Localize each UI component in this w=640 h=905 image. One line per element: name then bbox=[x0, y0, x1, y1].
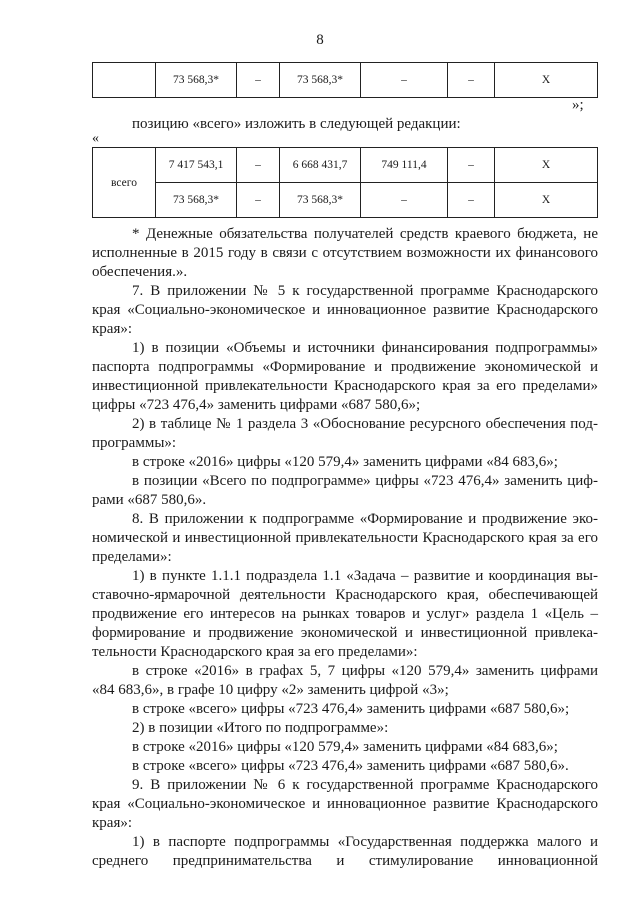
table-cell: – bbox=[361, 183, 448, 218]
footnote-line: исполненные в 2015 году в связи с отсутствием возможности их финансового bbox=[92, 245, 598, 261]
table-cell: 7 417 543,1 bbox=[156, 148, 237, 183]
table-cell bbox=[93, 63, 156, 98]
table-top bbox=[92, 62, 598, 98]
table-cell: – bbox=[237, 148, 280, 183]
table-cell: 73 568,3* bbox=[156, 63, 237, 98]
table-cell: – bbox=[448, 63, 495, 98]
text-line: в строке «2016» в графах 5, 7 цифры «120 579,4» заменить цифрами bbox=[132, 663, 598, 679]
page-number: 8 bbox=[316, 32, 324, 48]
text-line: в строке «2016» цифры «120 579,4» заменить цифрами «84 683,6»; bbox=[132, 454, 558, 470]
text-line: программы»: bbox=[92, 435, 177, 451]
text-line: в позиции «Всего по подпрограмме» цифры «723 476,4» заменить циф- bbox=[132, 473, 598, 489]
table-cell: – bbox=[361, 63, 448, 98]
text-line: ставочно-ярмарочной деятельности Краснодарского края, обеспечивающей bbox=[92, 587, 598, 603]
text-line: 7. В приложении № 5 к государственной программе Краснодарского bbox=[132, 283, 598, 299]
text-line: формирование и продвижение экономической и инвестиционной привлека- bbox=[92, 625, 598, 641]
text-line: продвижение его интересов на рынках товаров и услуг» раздела 1 «Цель – bbox=[92, 606, 598, 622]
table-row bbox=[93, 63, 598, 98]
text-line: пределами»: bbox=[92, 549, 172, 565]
text-line: инвестиционной привлекательности Краснодарского края за его пределами» bbox=[92, 378, 598, 394]
text-line: в строке «всего» цифры «723 476,4» заменить цифрами «687 580,6»; bbox=[132, 701, 570, 717]
text-line: 8. В приложении к подпрограмме «Формирование и продвижение эко- bbox=[132, 511, 598, 527]
text-line: тельности Краснодарского края за его пределами»: bbox=[92, 644, 418, 660]
text-line: края»: bbox=[92, 321, 133, 337]
table-cell: – bbox=[237, 183, 280, 218]
text-line: края «Социально-экономическое и инновационное развитие Краснодарского bbox=[92, 302, 598, 318]
table-cell: 749 111,4 bbox=[361, 148, 448, 183]
quote-close: »; bbox=[572, 97, 584, 113]
footnote-line: обеспечения.». bbox=[92, 264, 188, 280]
table-cell: 73 568,3* bbox=[280, 183, 361, 218]
table-row bbox=[93, 148, 598, 183]
text-line: края»: bbox=[92, 815, 133, 831]
text-line: номической и инвестиционной привлекательности Краснодарского края за его bbox=[92, 530, 598, 546]
text-line: 1) в паспорте подпрограммы «Государственная поддержка малого и bbox=[132, 834, 598, 850]
table-main bbox=[92, 147, 598, 218]
text-line: 1) в пункте 1.1.1 подраздела 1.1 «Задача – развитие и координация вы- bbox=[132, 568, 598, 584]
text-line: 2) в позиции «Итого по подпрограмме»: bbox=[132, 720, 389, 736]
text-line: в строке «2016» цифры «120 579,4» заменить цифрами «84 683,6»; bbox=[132, 739, 558, 755]
text-line: рами «687 580,6». bbox=[92, 492, 207, 508]
text-line: среднего предпринимательства и стимулирование инновационной bbox=[92, 853, 598, 869]
quote-open: « bbox=[92, 131, 99, 146]
table-cell: X bbox=[495, 63, 598, 98]
table-cell: – bbox=[237, 63, 280, 98]
text-line: в строке «всего» цифры «723 476,4» заменить цифрами «687 580,6». bbox=[132, 758, 569, 774]
table-cell: – bbox=[448, 148, 495, 183]
table-cell: – bbox=[448, 183, 495, 218]
text-line: края «Социально-экономическое и инновационное развитие Краснодарского bbox=[92, 796, 598, 812]
text-line: 9. В приложении № 6 к государственной программе Краснодарского bbox=[132, 777, 598, 793]
footnote-line: * Денежные обязательства получателей средств краевого бюджета, не bbox=[132, 226, 598, 242]
table-row bbox=[93, 183, 598, 218]
text-line: паспорта подпрограммы «Формирование и продвижение экономической и bbox=[92, 359, 598, 375]
table-row-label: всего bbox=[93, 148, 156, 218]
table-cell: 6 668 431,7 bbox=[280, 148, 361, 183]
text-line: цифры «723 476,4» заменить цифрами «687 580,6»; bbox=[92, 397, 421, 413]
text-line: 2) в таблице № 1 раздела 3 «Обоснование ресурсного обеспечения под- bbox=[132, 416, 598, 432]
table-cell: X bbox=[495, 148, 598, 183]
table-cell: 73 568,3* bbox=[280, 63, 361, 98]
footnote-rule bbox=[92, 217, 230, 218]
text-line: «84 683,6», в графе 10 цифру «2» заменить цифрой «3»; bbox=[92, 682, 449, 698]
intro-line: позицию «всего» изложить в следующей редакции: bbox=[132, 116, 461, 132]
table-cell: 73 568,3* bbox=[156, 183, 237, 218]
text-line: 1) в позиции «Объемы и источники финансирования подпрограммы» bbox=[132, 340, 598, 356]
table-cell: X bbox=[495, 183, 598, 218]
